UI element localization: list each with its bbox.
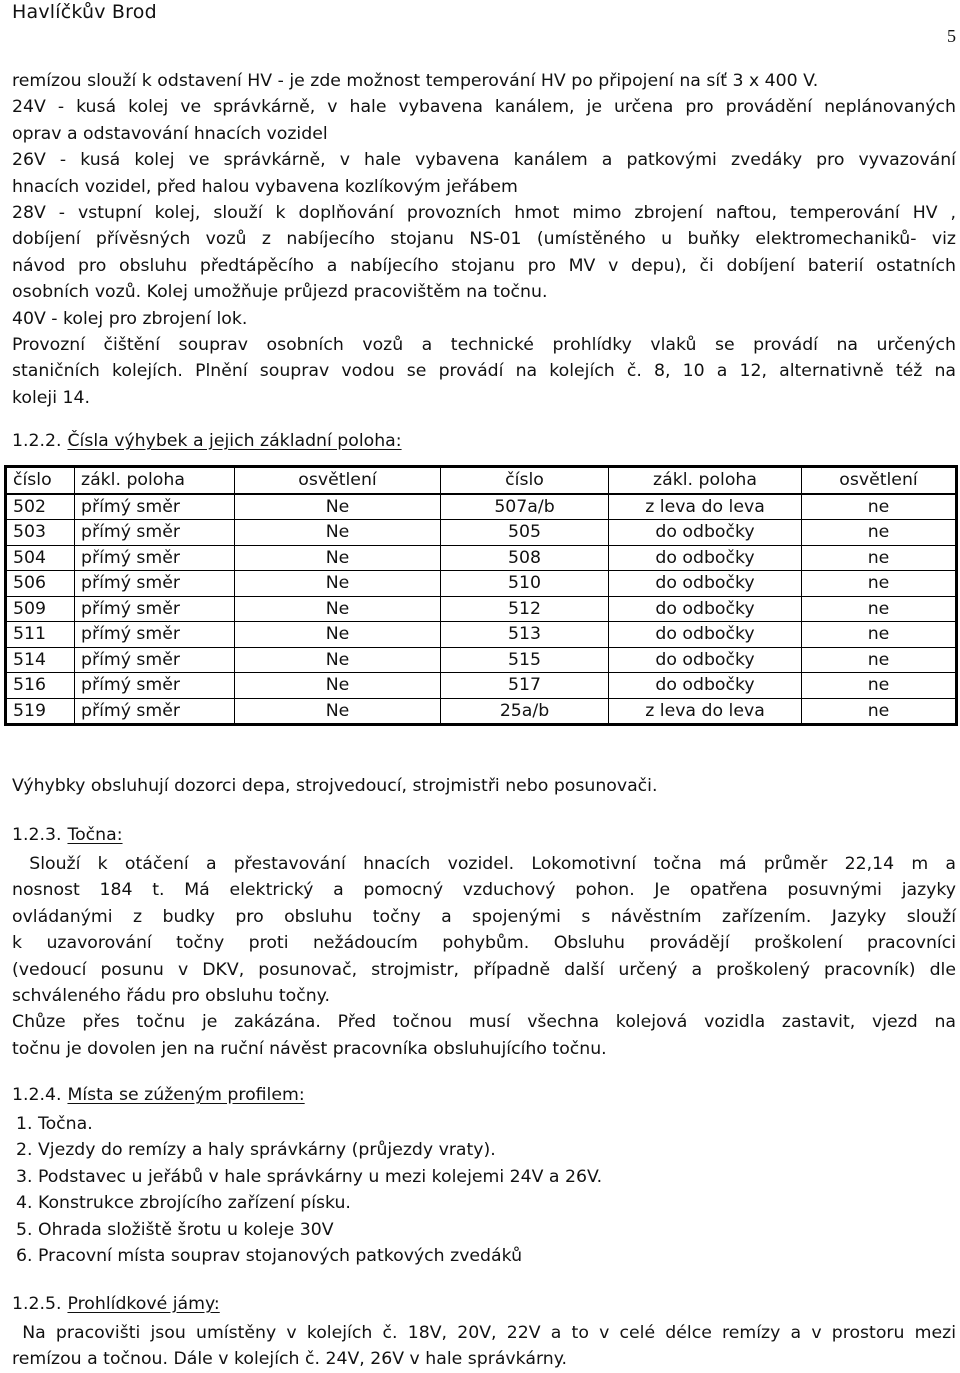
table-cell: ne <box>802 545 957 571</box>
text-line: Provozní čištění souprav osobních vozů a technické prohlídky vlaků se provádí na určených <box>12 335 956 356</box>
table-cell: 25a/b <box>441 698 609 725</box>
table-cell: 507a/b <box>441 494 609 520</box>
column-header: zákl. poloha <box>75 467 235 494</box>
table-row <box>6 622 957 648</box>
restricted-profile-list <box>16 1111 602 1269</box>
text-line: Na pracovišti jsou umístěny v kolejích č. 18V, 20V, 22V a to v celé délce remízy a v prostoru mezi <box>12 1323 956 1343</box>
text-line: remízou a točnou. Dále v kolejích č. 24V, 26V v hale správkárny. <box>12 1349 567 1370</box>
section-number: 1.2.5. <box>12 1294 62 1314</box>
table-cell: do odbočky <box>609 673 802 699</box>
text-line: 40V - kolej pro zbrojení lok. <box>12 308 248 329</box>
table-cell: do odbočky <box>609 545 802 571</box>
table-row <box>6 596 957 622</box>
text-line: nosnost 184 t. Má elektrický a pomocný vzduchový pohon. Je opatřena posuvnými jazyky <box>12 880 956 901</box>
text-line: točnu je dovolen jen na ruční návěst pracovníka obsluhujícího točnu. <box>12 1038 607 1059</box>
table-cell: ne <box>802 622 957 648</box>
table-cell: Ne <box>235 596 441 622</box>
table-cell: Ne <box>235 494 441 520</box>
table-cell: 509 <box>6 596 75 622</box>
table-header-row <box>6 467 957 494</box>
list-item: 4. Konstrukce zbrojícího zařízení písku. <box>16 1193 351 1214</box>
table-cell: 517 <box>441 673 609 699</box>
table-cell: do odbočky <box>609 520 802 546</box>
table-cell: 511 <box>6 622 75 648</box>
text-line: schváleného řádu pro obsluhu točny. <box>12 986 330 1007</box>
table-cell: do odbočky <box>609 596 802 622</box>
table-cell: přímý směr <box>75 673 235 699</box>
text-line: koleji 14. <box>12 387 90 408</box>
text-line: dobíjení přívěsných vozů z nabíjecího stojanu NS-01 (umístěného u buňky elektromechaniků- viz <box>12 229 956 250</box>
table-row <box>6 520 957 546</box>
text-line: návod pro obsluhu předtápěcího a nabíjecího stojanu pro MV v depu), či dobíjení baterií ostatních <box>12 255 956 276</box>
text-line: osobních vozů. Kolej umožňuje průjezd pracovištěm na točnu. <box>12 282 548 303</box>
table-cell: ne <box>802 494 957 520</box>
list-item: 3. Podstavec u jeřábů v hale správkárny u mezi kolejemi 24V a 26V. <box>16 1166 603 1187</box>
table-cell: přímý směr <box>75 596 235 622</box>
table-cell: z leva do leva <box>609 698 802 725</box>
table-row <box>6 647 957 673</box>
text-line: ovládanými z budky pro obsluhu točny a spojenými s návěstním zařízením. Jazyky slouží <box>12 906 956 927</box>
section-title: Místa se zúženým profilem: <box>67 1085 305 1105</box>
text-line: (vedoucí posunu v DKV, posunovač, strojmistr, případně další určený a proškolený pracovník) dle <box>12 959 956 980</box>
table-cell: do odbočky <box>609 647 802 673</box>
column-header: číslo <box>6 467 75 494</box>
table-cell: Ne <box>235 698 441 725</box>
table-row <box>6 545 957 571</box>
page-header-title: Havlíčkův Brod <box>12 1 157 23</box>
text-line: Výhybky obsluhují dozorci depa, strojvedoucí, strojmistři nebo posunovači. <box>12 776 658 796</box>
text-line: staničních kolejích. Plnění souprav vodou se provádí na kolejích č. 8, 10 a 12, alternativně též na <box>12 361 956 382</box>
section-heading-122 <box>12 431 402 451</box>
table-cell: 510 <box>441 571 609 597</box>
text-line: oprav a odstavování hnacích vozidel <box>12 123 328 144</box>
table-cell: přímý směr <box>75 698 235 725</box>
list-item: 2. Vjezdy do remízy a haly správkárny (průjezdy vraty). <box>16 1140 496 1161</box>
list-item: 1. Točna. <box>16 1114 93 1134</box>
column-header: číslo <box>441 467 609 494</box>
table-cell: Ne <box>235 571 441 597</box>
table-cell: z leva do leva <box>609 494 802 520</box>
turntable-paragraph <box>12 851 956 1062</box>
page-number: 5 <box>947 26 956 46</box>
table-cell: ne <box>802 698 957 725</box>
list-item: 6. Pracovní místa souprav stojanových patkových zvedáků <box>16 1245 523 1266</box>
text-line: k uzavorování točny proti nežádoucím pohybům. Obsluhu provádějí proškolení pracovníci <box>12 933 956 954</box>
table-cell: 519 <box>6 698 75 725</box>
table-row <box>6 571 957 597</box>
table-cell: 505 <box>441 520 609 546</box>
table-cell: 513 <box>441 622 609 648</box>
switch-table <box>4 465 958 726</box>
table-cell: 516 <box>6 673 75 699</box>
text-line: Slouží k otáčení a přestavování hnacích vozidel. Lokomotivní točna má průměr 22,14 m a <box>12 854 956 874</box>
text-line: Chůze přes točnu je zakázána. Před točnou musí všechna kolejová vozidla zastavit, vjezd na <box>12 1012 956 1033</box>
column-header: osvětlení <box>235 467 441 494</box>
table-cell: Ne <box>235 647 441 673</box>
section-title: Prohlídkové jámy: <box>67 1294 220 1314</box>
table-cell: 502 <box>6 494 75 520</box>
section-heading-125 <box>12 1294 220 1314</box>
table-cell: 515 <box>441 647 609 673</box>
table-cell: ne <box>802 673 957 699</box>
section-number: 1.2.3. <box>12 825 62 845</box>
section-number: 1.2.2. <box>12 431 62 451</box>
table-cell: přímý směr <box>75 494 235 520</box>
switch-note <box>12 773 956 799</box>
table-cell: Ne <box>235 520 441 546</box>
intro-paragraph <box>12 68 956 411</box>
section-heading-123 <box>12 825 123 845</box>
table-cell: do odbočky <box>609 622 802 648</box>
table-cell: Ne <box>235 622 441 648</box>
table-row <box>6 698 957 725</box>
table-cell: do odbočky <box>609 571 802 597</box>
table-cell: ne <box>802 647 957 673</box>
section-title: Točna: <box>67 825 123 845</box>
table-cell: ne <box>802 596 957 622</box>
text-line: hnacích vozidel, před halou vybavena kozlíkovým jeřábem <box>12 176 518 197</box>
table-cell: Ne <box>235 545 441 571</box>
table-cell: 506 <box>6 571 75 597</box>
text-line: 24V - kusá kolej ve správkárně, v hale vybavena kanálem, je určena pro provádění neplánovaných <box>12 97 956 118</box>
section-heading-124 <box>12 1085 305 1105</box>
column-header: osvětlení <box>802 467 957 494</box>
table-cell: přímý směr <box>75 571 235 597</box>
list-item: 5. Ohrada složiště šrotu u koleje 30V <box>16 1219 334 1240</box>
text-line: 26V - kusá kolej ve správkárně, v hale vybavena kanálem a patkovými zvedáky pro vyvazování <box>12 150 956 171</box>
table-cell: Ne <box>235 673 441 699</box>
text-line: remízou slouží k odstavení HV - je zde možnost temperování HV po připojení na síť 3 x 400 V. <box>12 71 819 91</box>
column-header: zákl. poloha <box>609 467 802 494</box>
table-cell: 512 <box>441 596 609 622</box>
table-cell: 508 <box>441 545 609 571</box>
table-cell: ne <box>802 571 957 597</box>
table-cell: přímý směr <box>75 622 235 648</box>
table-row <box>6 673 957 699</box>
text-line: 28V - vstupní kolej, slouží k doplňování provozních hmot mimo zbrojení naftou, temperování HV , <box>12 203 956 224</box>
table-cell: přímý směr <box>75 520 235 546</box>
table-cell: přímý směr <box>75 545 235 571</box>
table-row <box>6 494 957 520</box>
section-number: 1.2.4. <box>12 1085 62 1105</box>
table-cell: 503 <box>6 520 75 546</box>
table-cell: přímý směr <box>75 647 235 673</box>
table-cell: 514 <box>6 647 75 673</box>
table-cell: 504 <box>6 545 75 571</box>
section-title: Čísla výhybek a jejich základní poloha: <box>67 431 402 451</box>
table-cell: ne <box>802 520 957 546</box>
inspection-pits-paragraph <box>12 1320 956 1373</box>
